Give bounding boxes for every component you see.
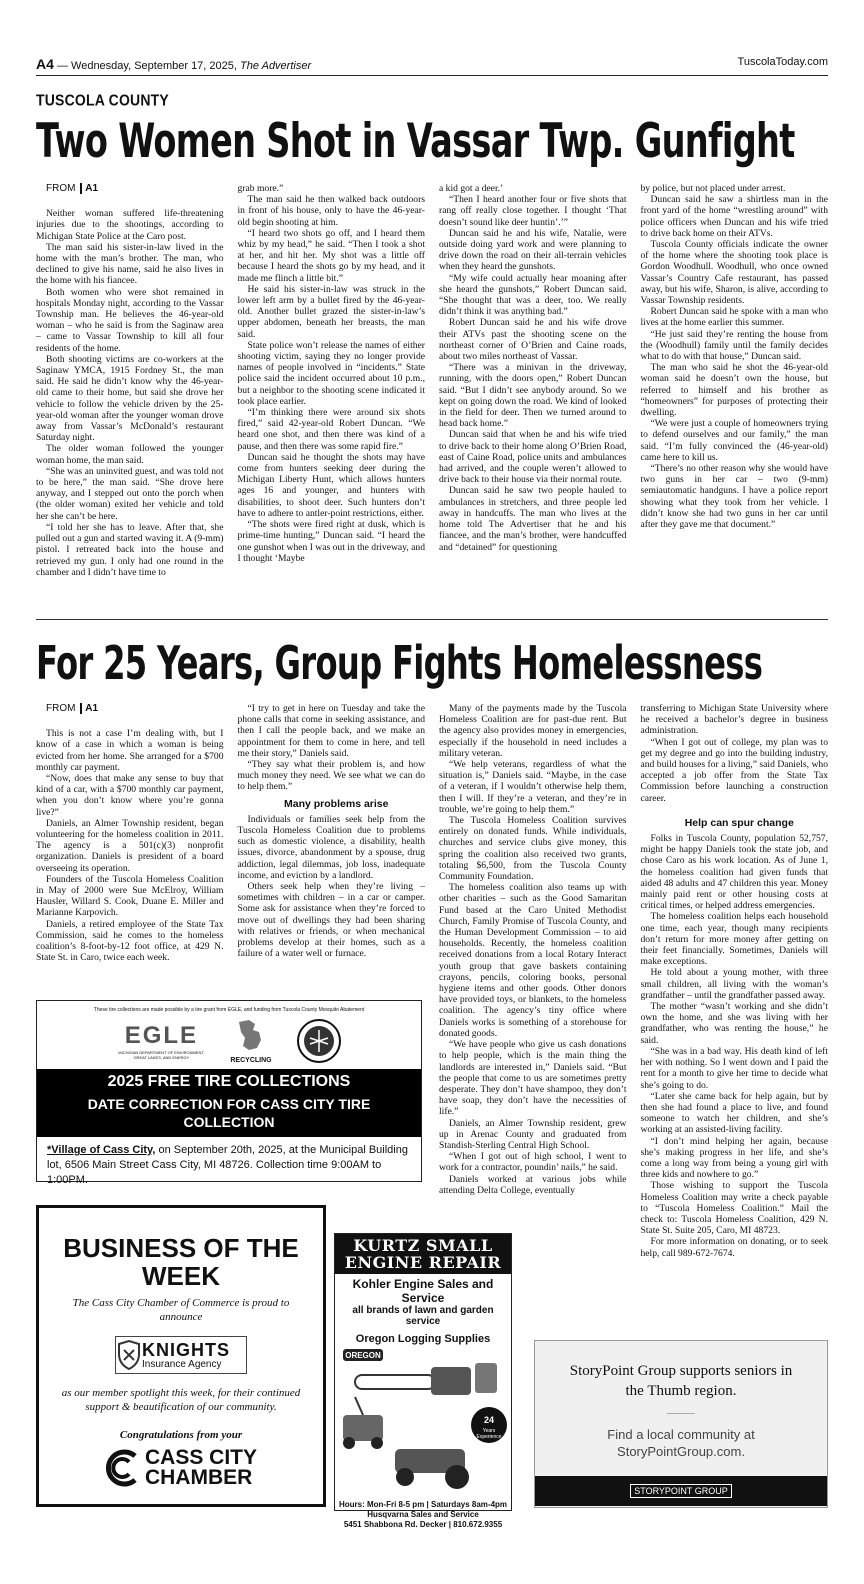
paragraph: Duncan said he saw a shirtless man in the front yard of the home “wrestling around” with police officers when Duncan and his wife tried to drive back home on their ATVs. <box>640 194 828 239</box>
paragraph: “There was a minivan in the driveway, running, with the doors open,” Robert Duncan said. “But I didn’t see anybody around. So we kept on going down the road. We kind of looked in the field for deer. Then we turned around to head back home.” <box>439 362 627 430</box>
cass-city-chamber-logo <box>39 1448 323 1488</box>
tire-ad-village: *Village of Cass City, <box>47 1144 156 1156</box>
folio-paper: The Advertiser <box>240 60 312 72</box>
knight-shield-icon <box>116 1340 142 1370</box>
paragraph: Both shooting victims are co-workers at the Saginaw YMCA, 1915 Fordney St., the man said. He said he didn’t know why the 46-year-old came to their home, but said she drove her vehicle to follow the vehicle driven by the 25-year-old woman after the younger woman drove away from Vassar’s McDonald’s restaurant Saturday night. <box>36 353 224 444</box>
tire-collection-ad[interactable] <box>36 1000 422 1186</box>
paragraph: Daniels, a retired employee of the State Tax Commission, said he comes to the homeless coalition’s 8-foot-by-12 foot office, at 429 N. State St. in Caro, twice each week. <box>36 918 224 964</box>
paragraph: “She was in a bad way. His death kind of left her with nothing. So I went down and I paid the rent for a month to give her time to decide what she’s going to do. <box>640 1045 828 1091</box>
subhead-change: Help can spur change <box>684 816 794 829</box>
story2-col-2-top <box>238 703 426 793</box>
story1-col-2 <box>238 183 426 578</box>
chainsaw-body-icon <box>431 1367 471 1395</box>
paragraph: Daniels, an Almer Township resident, began volunteering for the homeless coalition in 2011. The agency is a 501(c)(3) nonprofit organization. Daniels is president of a board overseeing its operation. <box>36 817 224 874</box>
story1-col-1 <box>36 183 224 578</box>
paragraph: “Now, does that make any sense to buy that kind of a car, with a $700 monthly car payment, when you don’t know where you’re gonna live?” <box>36 773 224 818</box>
paragraph: “There’s no other reason why she would have two guns in her car – two (9-mm) semiautomatic handguns. I have a police report showing what they took from her vehicle. I didn’t know she had two guns in her car until after they gave me that document.” <box>640 463 828 531</box>
paragraph: “We have people who give us cash donations to help people, which is the main thing the landlords are interested in,” Daniels said. “But the people that come to us are sometimes pretty desperate. They don’t have shampoo, they don’t have soap, they don’t have the necessities of life.” <box>439 1039 627 1118</box>
chamber-line2: CHAMBER <box>144 1466 253 1489</box>
paragraph: Duncan said he thought the shots may have come from hunters seeking deer during the Michigan Liberty Hunt, which allows hunters ages 16 and younger, and hunters with disabilities, to shoot deer. Such hunters don’t have to adhere to antler-point restrictions, either. <box>237 451 425 519</box>
story1-body <box>36 183 828 578</box>
tire-ad-details: on September 20th, 2025, at the Municipal Building lot, 6506 Main Street Cass City, MI 48726. Collection time 9:00AM to 1:00PM. <box>47 1144 408 1186</box>
equipment-illustration <box>335 1345 511 1495</box>
egle-logo <box>116 1022 206 1060</box>
tire-ad-info <box>37 1137 421 1194</box>
jump-from: FROM A1 <box>46 183 99 194</box>
knights-name: KNIGHTS <box>142 1339 230 1360</box>
paragraph: For more information on donating, or to seek help, call 989-672-7674. <box>640 1236 828 1259</box>
story2-headline: For 25 Years, Group Fights Homelessness <box>36 636 763 690</box>
paragraph: The older woman followed the younger woman home, the man said. <box>36 443 224 466</box>
svg-text:Experience: Experience <box>476 1434 502 1440</box>
storypoint-title: StoryPoint Group supports seniors in the Thumb region. <box>569 1363 793 1399</box>
paragraph: “We were just a couple of homeowners trying to defend ourselves and our family,” the man said. “I’m fully convinced the (46-year-old) came here to kill us. <box>640 418 828 463</box>
paragraph: The man said he then walked back outdoors in front of his house, only to have the 46-year-old begin shooting at him. <box>237 194 425 228</box>
jump-page: A1 <box>80 703 98 714</box>
paragraph: Neither woman suffered life-threatening injuries due to the shootings, according to Michigan State Police at the Caro post. <box>36 208 224 242</box>
paragraph: by police, but not placed under arrest. <box>640 183 786 194</box>
paragraph: transferring to Michigan State University where he received a bachelor’s degree in business administration. <box>640 703 828 737</box>
paragraph: “I heard two shots go off, and I heard them whiz by my head,” he said. “Then I took a shot at her, and hit her. My shot was a little off because I heard the shots go by my head, and it made me flinch a little bit.” <box>237 227 425 284</box>
mosquito-seal-icon <box>296 1018 342 1064</box>
jump-page: A1 <box>80 183 98 194</box>
paragraph: He said his sister-in-law was struck in the lower left arm by a bullet fired by the 46-year-old. Another bullet grazed the sister-in-law’s upper abdomen, beneath her breasts, the man said. <box>237 283 425 340</box>
story2-col-2-bottom <box>238 814 426 960</box>
story2-col-4 <box>641 703 829 1259</box>
paragraph: Others seek help when they’re living – sometimes with children – in a car or camper. Some ask for assistance when they’re forced to move out of dwellings they had been sharing with relatives or friends, or when mechanical problems develop at their homes, such as a failure of a water well or furnace. <box>237 881 425 960</box>
story2-col-3 <box>439 703 627 1259</box>
business-of-week-ad[interactable] <box>36 1205 326 1507</box>
knights-sub: Insurance Agency <box>142 1358 222 1370</box>
paragraph: “They say what their problem is, and how much money they need. We see what we can do to help them.” <box>237 759 425 793</box>
recycling-logo-text: RECYCLING <box>230 1057 272 1064</box>
paragraph: “I’m thinking there were around six shots fired,” said 42-year-old Robert Duncan. “We heard one shot, and then there was kind of a pause, and then there was some rapid fire.” <box>237 407 425 452</box>
recycling-logo <box>230 1018 271 1064</box>
paragraph: “Later she came back for help again, but by then she had found a place to live, and found someone to watch her children, and she’s working at an assisted-living facility. <box>640 1090 828 1136</box>
bow-spotlight: as our member spotlight this week, for their continued support & beautification of our community. <box>61 1387 301 1413</box>
paragraph: Both women who were shot remained in hospitals Monday night, according to the Vassar Township man. He believes the 46-year-old woman – who he said is from the Saginaw area – came to Vassar Township to kill all four residents of the home. <box>36 286 224 354</box>
kurtz-title: KURTZ SMALL ENGINE REPAIR <box>335 1234 511 1274</box>
jump-from: FROM A1 <box>46 703 99 714</box>
chainsaw-bar-icon <box>355 1375 435 1389</box>
bow-congrats: Congratulations from your <box>119 1429 243 1441</box>
kurtz-small-engine-ad[interactable] <box>334 1233 512 1529</box>
paragraph: “I don’t mind helping her again, because she’s making progress in her life, and she’s come a long way from being a young girl with three kids and nowhere to go.” <box>640 1135 828 1181</box>
story2-col-4-top <box>641 703 829 804</box>
paragraph: Robert Duncan said he spoke with a man who lives at the home earlier this summer. <box>640 306 828 329</box>
knights-logo <box>115 1336 247 1374</box>
egle-logo-text: EGLE <box>124 1022 199 1049</box>
leaf-blower-icon <box>475 1363 497 1393</box>
folio-left <box>36 56 311 75</box>
storypoint-divider <box>667 1413 695 1414</box>
paragraph: “Then I heard another four or five shots that rang off really close together. I thought ‘That doesn’t sound like deer huntin’.’” <box>439 194 627 228</box>
kurtz-address: 5451 Shabbona Rd. Decker | 810.672.9355 <box>343 1520 503 1529</box>
paragraph: grab more.” <box>237 183 284 194</box>
paragraph: “We help veterans, regardless of what the situation is,” Daniels said. “Maybe, in the case of a veteran, if I wouldn’t otherwise help them, then I will. If they’re a veteran, and they’re in trouble, we’re going to help them.” <box>439 759 627 815</box>
storypoint-logo: STORYPOINT GROUP <box>630 1484 732 1498</box>
bow-intro: The Cass City Chamber of Commerce is proud to announce <box>72 1297 290 1323</box>
paragraph: a kid got a deer.’ <box>439 183 504 194</box>
paragraph: This is not a case I’m dealing with, but I know of a case in which a woman is being evicted from her home. She arranged for a $700 monthly car payment. <box>36 728 224 773</box>
paragraph: The homeless coalition helps each household one time, each year, though many recipients don’t return for more money after getting on their feet financially. Sometimes, Daniels will make exceptions. <box>640 911 828 968</box>
section-kicker: TUSCOLA COUNTY <box>36 91 169 109</box>
paragraph: “My wife could actually hear moaning after she heard the gunshots,” Robert Duncan said. “She thought that was a deer, too. We really didn’t think it was anything bad.” <box>439 272 627 318</box>
paragraph: “I told her she has to leave. After that, she pulled out a gun and started waving it. A (9-mm) pistol. I retreated back into the house and retrieved my gun. I only had one round in the chamber and I didn’t have time to <box>36 521 224 578</box>
storypoint-find[interactable]: Find a local community at StoryPointGroup.com. <box>607 1427 755 1459</box>
bow-title: BUSINESS OF THE WEEK <box>63 1233 299 1291</box>
paragraph: State police won’t release the names of either shooting victim, saying they no longer provide names of people involved in “incidents.” State police said the incident occurred about 10 p.m., but a neighbor to the shooting scene indicated it took place earlier. <box>237 339 425 407</box>
paragraph: Duncan said that when he and his wife tried to drive back to their home along O’Brien Road, east of Caine Road, police units and ambulances had arrived, and the couple weren’t allowed to drive back to their house via their normal route. <box>439 429 627 486</box>
tire-ad-fine-print: These tire collections are made possible by a tire grant from EGLE, and funding from Tuscola County Mosquito Abatement <box>93 1007 365 1013</box>
tire-ad-logos <box>37 1013 421 1069</box>
story1-col-4 <box>641 183 829 578</box>
story1-headline: Two Women Shot in Vassar Twp. Gunfight <box>36 114 795 169</box>
story2-col-4-bottom <box>641 833 829 1259</box>
subhead-problems: Many problems arise <box>284 797 389 810</box>
paragraph: “The shots were fired right at dusk, which is prime-time hunting,” Duncan said. “I heard the one gunshot when I was out in the driveway, and I thought ‘Maybe <box>237 519 425 564</box>
egle-logo-sub: MICHIGAN DEPARTMENT OF ENVIRONMENT, GREAT LAKES, AND ENERGY <box>118 1050 205 1060</box>
paragraph: The man who said he shot the 46-year-old woman said he doesn’t own the house, but referred to himself and his brother as “homeowners” for purposes of protecting their dwelling. <box>640 362 828 419</box>
paragraph: Daniels, an Almer Township resident, grew up in Arenac County and graduated from Standish-Sterling Central High School. <box>439 1117 627 1151</box>
tire-ad-banner: 2025 FREE TIRE COLLECTIONS <box>37 1069 421 1093</box>
paragraph: “When I got out of college, my plan was to get my degree and go into the building industry, and build houses for a living,” said Daniels, who accepted a job offer from the State Tax Commission before launching a construction career. <box>640 736 828 804</box>
paragraph: The man said his sister-in-law lived in the home with the man’s brother. The man, who declined to give his name, said he also lives in the home with his fiancee. <box>36 241 224 287</box>
kurtz-oregon-supplies: Oregon Logging Supplies <box>355 1333 491 1345</box>
paragraph: Robert Duncan said he and his wife drove their ATVs past the shooting scene on the northeast corner of O’Brien and Caine roads, about two miles northeast of Vassar. <box>439 317 627 363</box>
page-folio <box>36 56 828 76</box>
folio-date: — Wednesday, September 17, 2025, <box>53 60 240 72</box>
paragraph: The homeless coalition also teams up with other charities – such as the Good Samaritan Fund based at the Caro United Methodist Church, Family Promise of Tuscola County, and the Human Development Commission – to aid households. Recently, the homeless coalition received donations from a local Rotary Interact youth group that gave baskets containing crayons, pencils, coloring books, personal hygiene items and other goods. Other donors have provided toys, or blankets, to the homeless coalition. The agency’s tiny office where Daniels works is something of a storehouse for donated goods. <box>439 882 627 1039</box>
tire-ad-correction: DATE CORRECTION FOR CASS CITY TIRE COLLECTION <box>37 1093 421 1137</box>
paragraph: Duncan said he and his wife, Natalie, were outside doing yard work and were planning to drive down the road on their all-terrain vehicles when they heard the gunshots. <box>439 227 627 273</box>
michigan-map-icon <box>231 1018 271 1052</box>
chamber-line1: CASS CITY <box>144 1446 257 1469</box>
paragraph: Duncan said he saw two people hauled to ambulances in stretchers, and three people led away in handcuffs. The man who lives at the home told The Advertiser that he and his fiancee, and the man’s brother, were handcuffed and “detained” for questioning <box>439 485 627 553</box>
paragraph: Individuals or families seek help from the Tuscola Homeless Coalition due to problems such as domestic violence, a disability, health issues, divorce, abandonment by a spouse, drug addiction, legal dilemmas, job loss, inadequate income, and eviction by a landlord. <box>237 813 425 881</box>
paragraph: The mother “wasn’t working and she didn’t own the home, and she was living with her grandfather, who was renting the house,” he said. <box>640 1001 828 1046</box>
paragraph: “When I got out of high school, I went to work for a contractor, poundin’ nails,” he said. <box>439 1151 627 1174</box>
story1-col-3 <box>439 183 627 578</box>
paragraph: Daniels worked at various jobs while attending Delta College, eventually <box>439 1173 627 1196</box>
paragraph: He told about a young mother, with three small children, all living with the woman’s grandfather – until the grandfather passed away. <box>640 967 828 1001</box>
paragraph: Those wishing to support the Tuscola Homeless Coalition may write a check payable to “Tuscola Homeless Coalition.” Mail the check to: Tuscola Homeless Coalition, 429 N. State St. Suite 205, Caro, MI 48723. <box>640 1180 828 1237</box>
paragraph: “He just said they’re renting the house from the (Woodhull) family until the family decides what to do with that house,” Duncan said. <box>640 328 828 363</box>
kurtz-hours: Hours: Mon-Fri 8-5 pm | Saturdays 8am-4pm <box>338 1500 508 1509</box>
kurtz-brands: all brands of lawn and garden service <box>352 1305 494 1327</box>
paragraph: Many of the payments made by the Tuscola Homeless Coalition are for past-due rent. But the agency also provides money in emergencies, especially if the household in need includes a military veteran. <box>439 703 627 759</box>
page-number: A4 <box>36 56 54 72</box>
storypoint-ad[interactable] <box>534 1340 828 1508</box>
section-divider <box>36 619 828 620</box>
paragraph: “She was an uninvited guest, and was told not to be here,” the man said. “She drove here anyway, and I stepped out onto the porch when (the older woman) exited her vehicle and told her she can’t be here. <box>36 465 224 522</box>
paragraph: Folks in Tuscola County, population 52,757, might be happy Daniels took the state job, and chose Caro as his work location. As of June 1, the homeless coalition had given funds that aided 48 adults and 47 children this year. Money mainly paid rent or other housing costs at critical times, or helped address emergencies. <box>640 833 828 912</box>
paragraph: Tuscola County officials indicate the owner of the home where the shooting took place is Gordon Woodhull. Woodhull, who once owned Vassar’s Country Cafe restaurant, has passed away, but his wife, Sharon, is alive, according to Vassar Township residents. <box>640 239 828 307</box>
chamber-c-icon <box>105 1448 139 1488</box>
paragraph: “I try to get in here on Tuesday and take the phone calls that come in seeking assistance, and then I call the people back, and we make an appointment for them to come in here, and tell me their story,” Daniels said. <box>237 703 425 759</box>
badge-years: 24 <box>483 1415 495 1425</box>
svg-text:Years: Years <box>482 1428 496 1434</box>
folio-site[interactable]: TuscolaToday.com <box>737 56 828 68</box>
paragraph: The Tuscola Homeless Coalition survives entirely on donated funds. While individuals, churches and service clubs give money, this spring the coalition also received two grants, totaling $6,500, from the Tuscola County Community Foundation. <box>439 815 627 883</box>
storypoint-brand-bar <box>535 1476 827 1506</box>
oregon-logo: OREGON <box>345 1351 381 1360</box>
kurtz-husqvarna: Husqvarna Sales and Service <box>367 1510 479 1519</box>
kurtz-kohler: Kohler Engine Sales and Service <box>352 1277 494 1305</box>
paragraph: Founders of the Tuscola Homeless Coalition in May of 2000 were Sue McElroy, William Hausler, Willard S. Cook, Duane E. Miller and Marianne Karpovich. <box>36 873 224 919</box>
